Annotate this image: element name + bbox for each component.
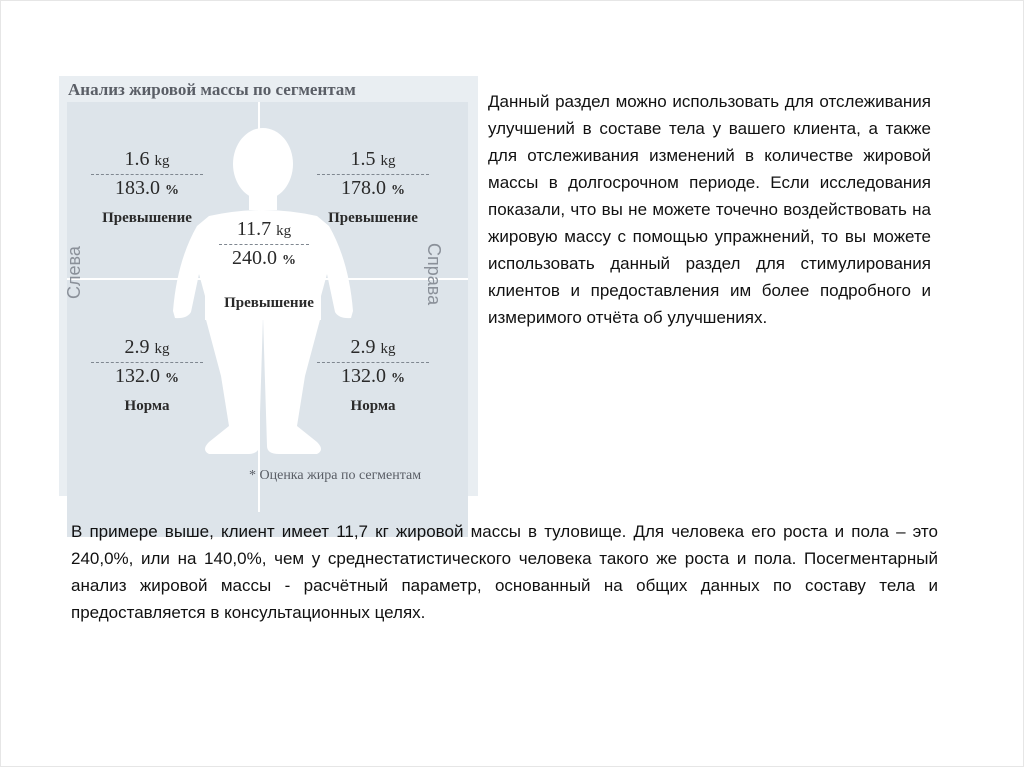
right-side-label: Справа — [424, 243, 444, 306]
right-leg-pct: 132.0 % — [341, 365, 405, 387]
left-arm-status: Превышение — [102, 210, 192, 226]
segmental-fat-figure — [59, 76, 478, 496]
right-leg-segment — [317, 334, 429, 415]
left-arm-kg: 1.6 kg — [91, 146, 203, 175]
figure-title: Анализ жировой массы по сегментам — [68, 80, 356, 99]
left-leg-pct: 132.0 % — [115, 365, 179, 387]
left-leg-kg: 2.9 kg — [91, 334, 203, 363]
figure-footnote: * Оценка жира по сегментам — [249, 468, 422, 483]
left-leg-segment — [91, 334, 203, 415]
right-arm-pct: 178.0 % — [341, 177, 405, 199]
left-leg-status: Норма — [124, 398, 170, 414]
right-arm-status: Превышение — [328, 210, 418, 226]
trunk-kg: 11.7 kg — [219, 216, 309, 245]
bottom-paragraph: В примере выше, клиент имеет 11,7 кг жировой массы в туловище. Для человека его роста и пола – это 240,0%, или на 140,0%, чем у среднестатистического человека такого же роста и пола. Посегментарный анализ жировой массы - расчётный параметр, основанный на общих данных по составу тела и предоставляется в консультационных целях. — [71, 522, 938, 622]
left-side-label: Слева — [64, 246, 84, 299]
trunk-pct: 240.0 % — [232, 247, 296, 269]
horizontal-divider — [67, 278, 468, 280]
right-leg-status: Норма — [350, 398, 396, 414]
right-arm-kg: 1.5 kg — [317, 146, 429, 175]
right-leg-kg: 2.9 kg — [317, 334, 429, 363]
trunk-segment — [219, 216, 314, 311]
body-silhouette-icon — [59, 76, 478, 496]
left-arm-pct: 183.0 % — [115, 177, 179, 199]
trunk-status: Превышение — [224, 295, 314, 311]
right-arm-segment — [317, 146, 429, 227]
right-paragraph: Данный раздел можно использовать для отслеживания улучшений в составе тела у вашего клиента, а также для отслеживания изменений в количестве жировой массы в долгосрочном периоде. Если исследования показали, что вы не можете точечно воздействовать на жировую массу с помощью упражнений, то вы можете использовать данный раздел для стимулирования клиентов и предоставления им более подробного и измеримого отчёта об улучшениях. — [488, 92, 931, 327]
left-arm-segment — [91, 146, 203, 227]
